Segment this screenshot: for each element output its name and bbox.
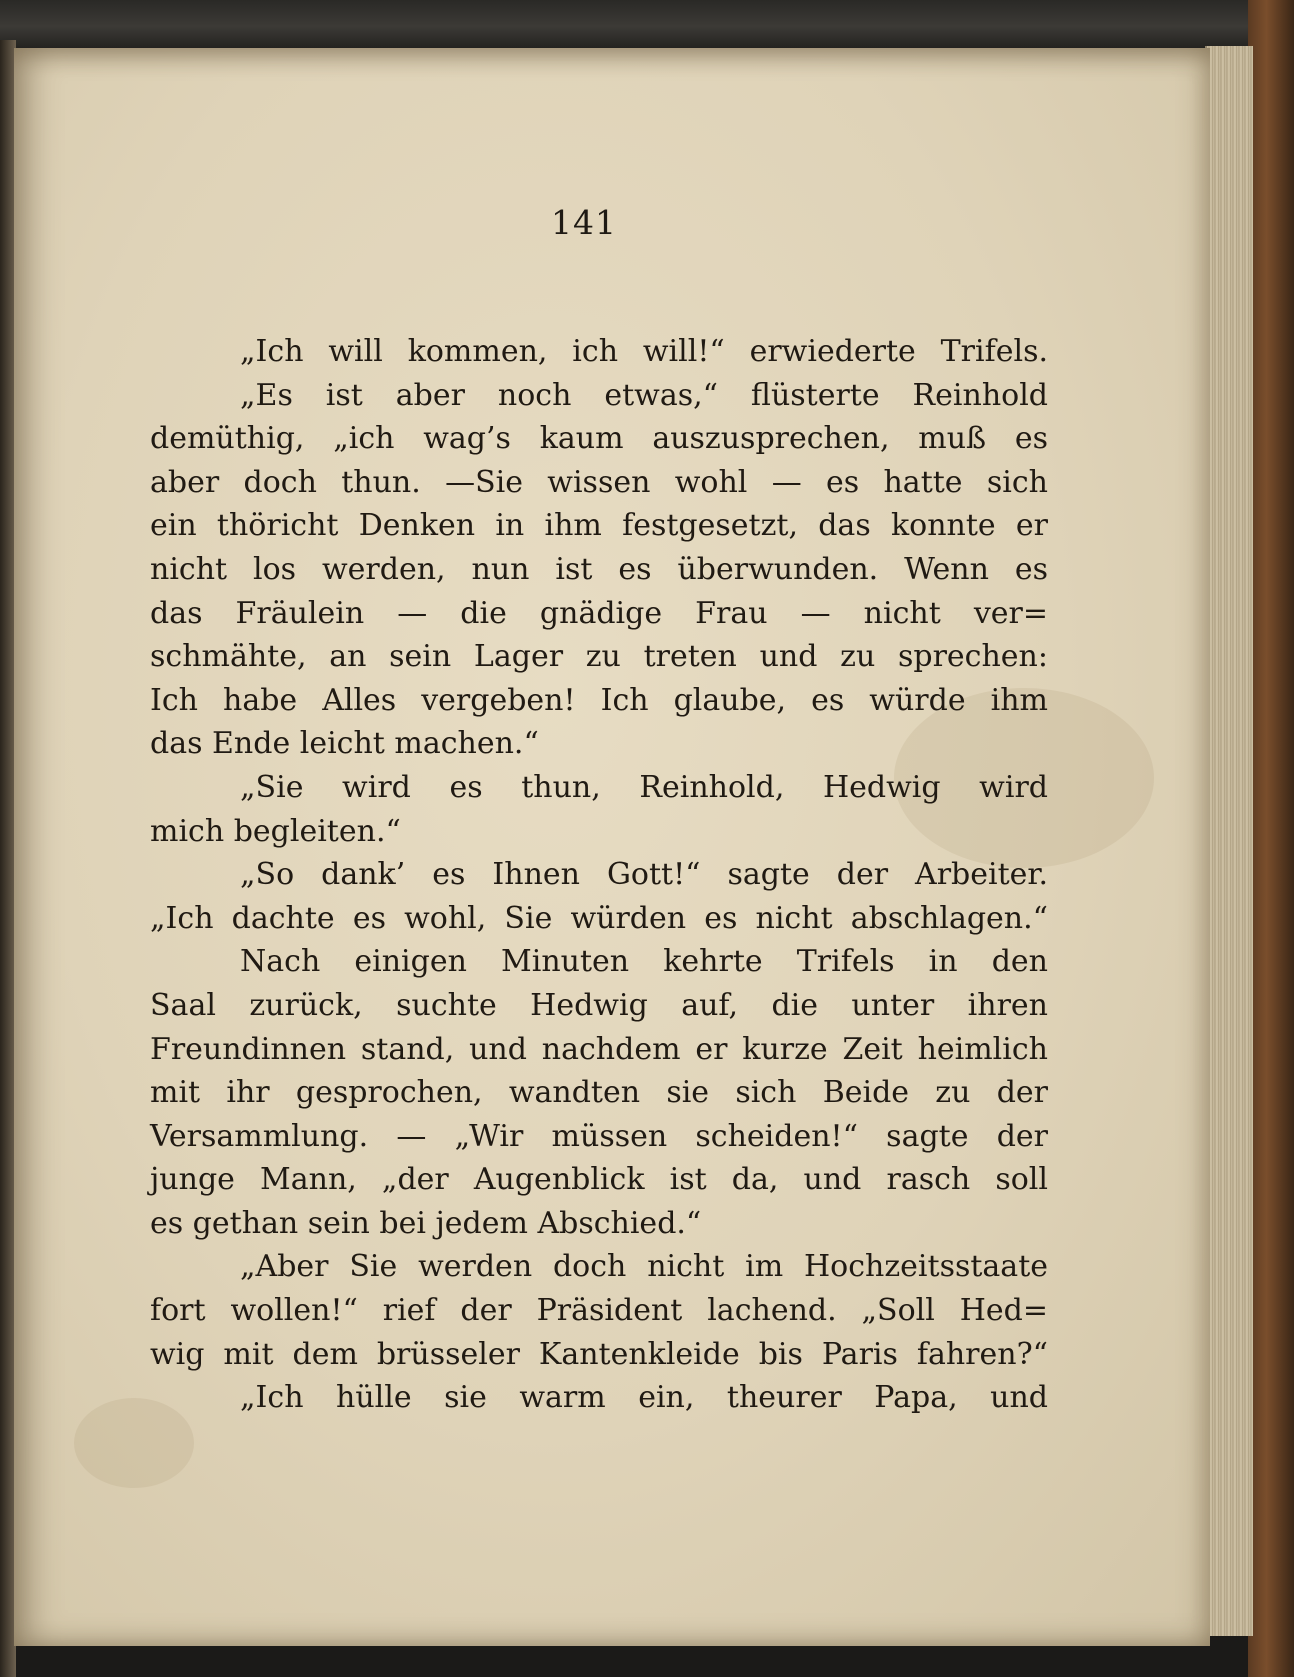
body-text: [150, 330, 1048, 1420]
text-line: Nach einigen Minuten kehrte Trifels in den: [240, 944, 1048, 980]
page-number: 141: [551, 203, 617, 242]
text-line: Ich habe Alles vergeben! Ich glaube, es würde ihm: [150, 682, 1048, 718]
book-page: [14, 48, 1210, 1646]
text-line: schmähte, an sein Lager zu treten und zu sprechen:: [150, 639, 1048, 675]
text-line: mich begleiten.“: [150, 813, 401, 849]
text-line: mit ihr gesprochen, wandten sie sich Beide zu der: [150, 1075, 1048, 1111]
text-line: „Ich hülle sie warm ein, theurer Papa, und: [240, 1380, 1048, 1416]
text-line: „Aber Sie werden doch nicht im Hochzeitsstaate: [240, 1249, 1048, 1285]
text-line: junge Mann, „der Augenblick ist da, und rasch soll: [150, 1162, 1048, 1198]
text-line: das Fräulein — die gnädige Frau — nicht ver=: [150, 595, 1048, 631]
text-line: „Sie wird es thun, Reinhold, Hedwig wird: [240, 769, 1048, 805]
text-line: Saal zurück, suchte Hedwig auf, die unter ihren: [150, 987, 1048, 1023]
text-line: Freundinnen stand, und nachdem er kurze Zeit heimlich: [150, 1031, 1048, 1067]
text-line: es gethan sein bei jedem Abschied.“: [150, 1205, 702, 1241]
text-line: aber doch thun. —Sie wissen wohl — es hatte sich: [150, 464, 1048, 500]
page-edges: [1205, 46, 1253, 1636]
text-line: „Es ist aber noch etwas,“ flüsterte Reinhold: [240, 377, 1048, 413]
text-line: wig mit dem brüsseler Kantenkleide bis Paris fahren?“: [150, 1336, 1048, 1372]
text-line: „Ich dachte es wohl, Sie würden es nicht abschlagen.“: [150, 900, 1048, 936]
text-line: fort wollen!“ rief der Präsident lachend. „Soll Hed=: [150, 1293, 1048, 1329]
text-line: „Ich will kommen, ich will!“ erwiederte Trifels.: [240, 334, 1048, 369]
text-line: ein thöricht Denken in ihm festgesetzt, das konnte er: [150, 508, 1048, 544]
right-cover: [1248, 0, 1294, 1677]
text-line: demüthig, „ich wag’s kaum auszusprechen, muß es: [150, 421, 1048, 457]
text-line: „So dank’ es Ihnen Gott!“ sagte der Arbeiter.: [240, 857, 1048, 893]
text-line: nicht los werden, nun ist es überwunden. Wenn es: [150, 551, 1048, 587]
top-binding: [0, 0, 1294, 48]
text-line: Versammlung. — „Wir müssen scheiden!“ sagte der: [150, 1118, 1048, 1154]
text-line: das Ende leicht machen.“: [150, 726, 539, 762]
